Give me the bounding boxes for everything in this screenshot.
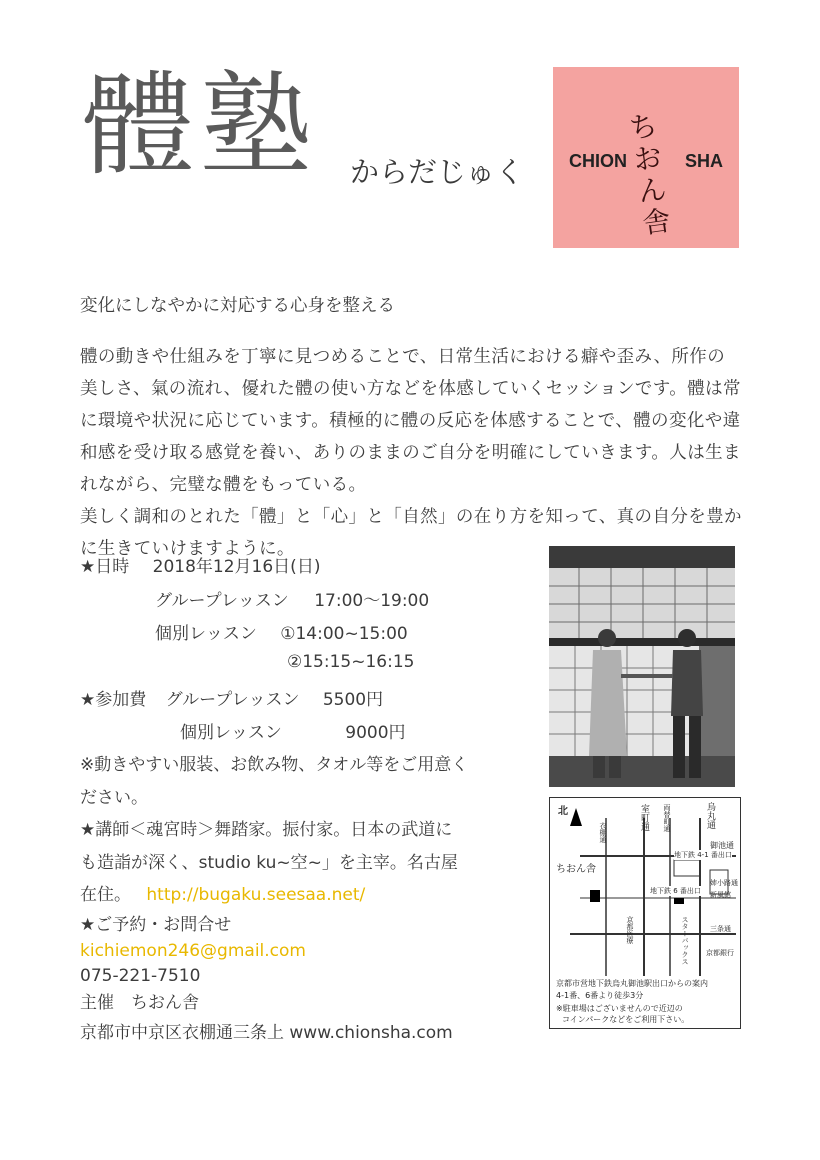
description-paragraph-2: 美しく調和のとれた「體」と「心」と「自然」の在り方を知って、真の自分を豊かに生きていけますように。 (80, 507, 742, 559)
schedule-group-row (155, 586, 429, 611)
note-line-2: ださい。 (80, 788, 148, 808)
fee-individual-price: 9000円 (345, 723, 406, 743)
map-street-ryogae: 両替町通 (663, 804, 671, 832)
schedule-individual-time-2: ②15:15~16:15 (287, 652, 415, 672)
map-street-muromachi: 室町通 (639, 804, 649, 831)
map-street-karasuma: 烏丸通 (705, 802, 715, 829)
contact-email[interactable]: kichiemon246@gmail.com (80, 941, 306, 961)
map-caption-3: ※駐車場はございませんので近辺の (556, 1004, 683, 1013)
fee-individual-label: 個別レッスン (180, 723, 282, 743)
chionsha-logo (553, 67, 739, 248)
instructor-link[interactable]: http://bugaku.seesaa.net/ (146, 885, 366, 905)
schedule-individual-time-1: ①14:00~15:00 (280, 624, 408, 644)
map-exit-1: 地下鉄 4-1 番出口 (674, 851, 732, 859)
logo-left-text: CHION (569, 151, 627, 171)
map-exit-2: 地下鉄 6 番出口 (650, 887, 701, 895)
map-shinpukan: 新風館 (710, 891, 731, 899)
schedule-group-label: グループレッスン (155, 591, 289, 611)
map-street-anekoji: 姉小路通 (710, 879, 738, 887)
page-title: 體塾 (82, 61, 318, 191)
map-starbucks: スターバックス (681, 916, 689, 965)
instructor-residence: 在住。 (80, 885, 131, 905)
instructor-line-3 (80, 880, 365, 905)
instructor-line-1: ★講師＜魂宮時＞舞踏家。振付家。日本の武道に (80, 820, 453, 840)
map-kyoto-building: 京都医療 (626, 916, 634, 944)
schedule-group-time: 17:00〜19:00 (314, 591, 430, 611)
session-photo (549, 546, 735, 787)
logo-right-text: SHA (685, 151, 724, 171)
map-caption-1: 京都市営地下鉄烏丸御池駅出口からの案内 (556, 979, 708, 988)
access-map (549, 797, 741, 1029)
schedule-individual-label: 個別レッスン (155, 624, 257, 644)
logo-mark: ちおん舎 (627, 108, 673, 241)
organizer: 主催 ちおん舎 (80, 993, 199, 1013)
fee-label: ★参加費 (80, 690, 147, 710)
fee-group-label: グループレッスン (165, 690, 300, 710)
map-north: 北 (558, 806, 568, 817)
fee-group-price: 5500円 (322, 690, 384, 710)
instructor-line-2: も造詣が深く、studio ku~空~」を主宰。名古屋 (80, 853, 458, 873)
map-sanjo: 三条通 (710, 925, 731, 933)
schedule-individual-row (155, 619, 408, 644)
page-subtitle: からだじゅく (350, 155, 525, 189)
map-bank: 京都銀行 (706, 949, 734, 957)
session-photo-graphic (549, 546, 735, 787)
description-paragraph-1: 體の動きや仕組みを丁寧に見つめることで、日常生活における癖や歪み、所作の美しさ、氣の流れ、優れた體の使い方などを体感していくセッションです。體は常に環境や状況に応じています。積極的に體の反応を体感することで、體の変化や違和感を受け取る感覚を養い、ありのままのご自分を明確にしていきます。人は生まれながら、完璧な體をもっている。 (80, 347, 741, 495)
schedule-date-row (80, 552, 320, 577)
map-street-oike: 御池通 (710, 841, 734, 850)
description (80, 341, 742, 565)
map-place: ちおん舎 (556, 864, 596, 875)
fee-individual-row (180, 718, 406, 743)
map-caption-2: 4-1番、6番より徒歩3分 (556, 991, 644, 1000)
fee-group-row (80, 685, 383, 710)
lead-text: 変化にしなやかに対応する心身を整える (80, 296, 395, 316)
map-caption-4: コインパークなどをご利用下さい。 (562, 1015, 690, 1024)
schedule-date: 2018年12月16日(日) (152, 557, 321, 577)
schedule-label: ★日時 (80, 557, 130, 577)
contact-phone: 075-221-7510 (80, 966, 201, 986)
address: 京都市中京区衣棚通三条上 www.chionsha.com (80, 1023, 453, 1043)
map-street-koromonotana: 衣棚通 (599, 822, 607, 843)
contact-label: ★ご予約・お問合せ (80, 915, 232, 935)
note-line-1: ※動きやすい服装、お飲み物、タオル等をご用意く (80, 755, 469, 775)
